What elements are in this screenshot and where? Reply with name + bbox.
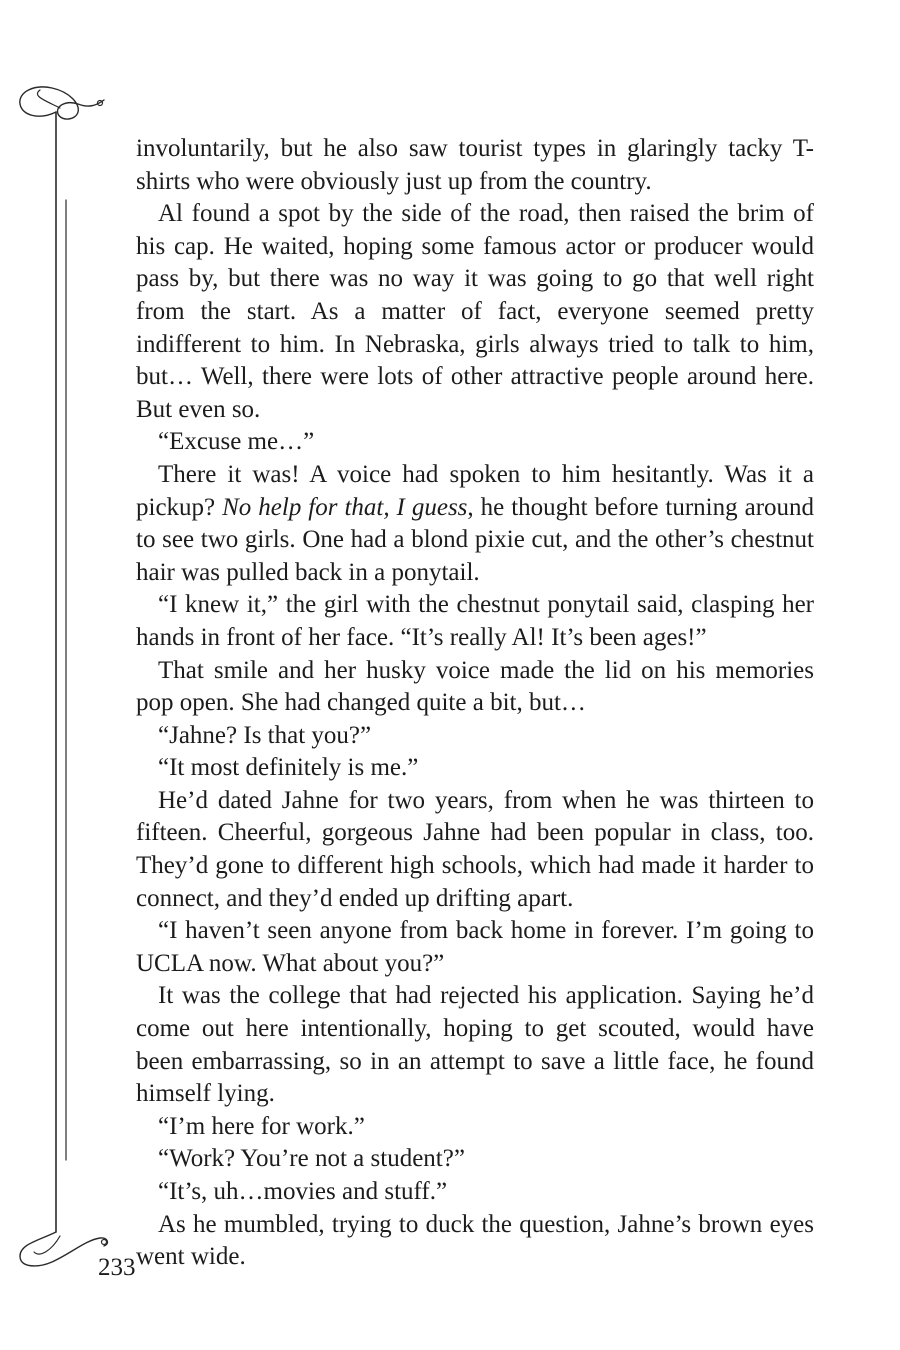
paragraph: “Work? You’re not a student?” (158, 1145, 465, 1173)
paragraph: “It most definitely is me.” (158, 754, 419, 782)
paragraph: “Excuse me…” (158, 428, 315, 456)
paragraph (136, 459, 814, 589)
paragraph: As he mumbled, trying to duck the question, Jahne’s brown eyes went wide. (136, 1210, 814, 1271)
paragraph: “I knew it,” the girl with the chestnut ponytail said, clasping her hands in front of her face. “It’s really Al! It’s been ages!” (136, 591, 814, 651)
paragraph: “Jahne? Is that you?” (158, 721, 372, 749)
paragraph: Al found a spot by the side of the road, then raised the brim of his cap. He waited, hoping some famous actor or producer would pass by, but there was no way it was going to go that well right from the start. As a matter of fact, everyone seemed pretty indifferent to him. In Nebraska, girls always tried to talk to him, but… Well, there were lots of other attractive people around here. But even so. (136, 200, 814, 423)
body-text (136, 133, 814, 1274)
page-number: 233 (98, 1254, 136, 1281)
paragraph: That smile and her husky voice made the lid on his memories pop open. She had changed quite a bit, but… (136, 656, 814, 717)
page-border-ornament (0, 0, 140, 1350)
paragraph-text: There it was! A voice had spoken to him hesitantly. Was it a pickup? (136, 460, 814, 521)
paragraph: It was the college that had rejected his application. Saying he’d come out here intentionally, hoping to get scouted, would have been embarrassing, so in an attempt to save a little face, he found himself lying. (136, 982, 814, 1108)
paragraph-text: , he thought before turning around to see two girls. One had a blond pixie cut, and the other’s chestnut hair was pulled back in a ponytail. (136, 493, 815, 586)
paragraph: “I haven’t seen anyone from back home in forever. I’m going to UCLA now. What about you?” (136, 917, 814, 977)
paragraph: “It’s, uh…movies and stuff.” (158, 1178, 448, 1205)
paragraph-italic-thought: No help for that, I guess (222, 493, 468, 521)
paragraph: “I’m here for work.” (158, 1112, 365, 1140)
paragraph: involuntarily, but he also saw tourist types in glaringly tacky T-shirts who were obviously just up from the country. (136, 135, 814, 195)
paragraph: He’d dated Jahne for two years, from when he was thirteen to fifteen. Cheerful, gorgeous Jahne had been popular in class, too. They’d gone to different high schools, which had made it harder to connect, and they’d ended up drifting apart. (136, 786, 814, 912)
